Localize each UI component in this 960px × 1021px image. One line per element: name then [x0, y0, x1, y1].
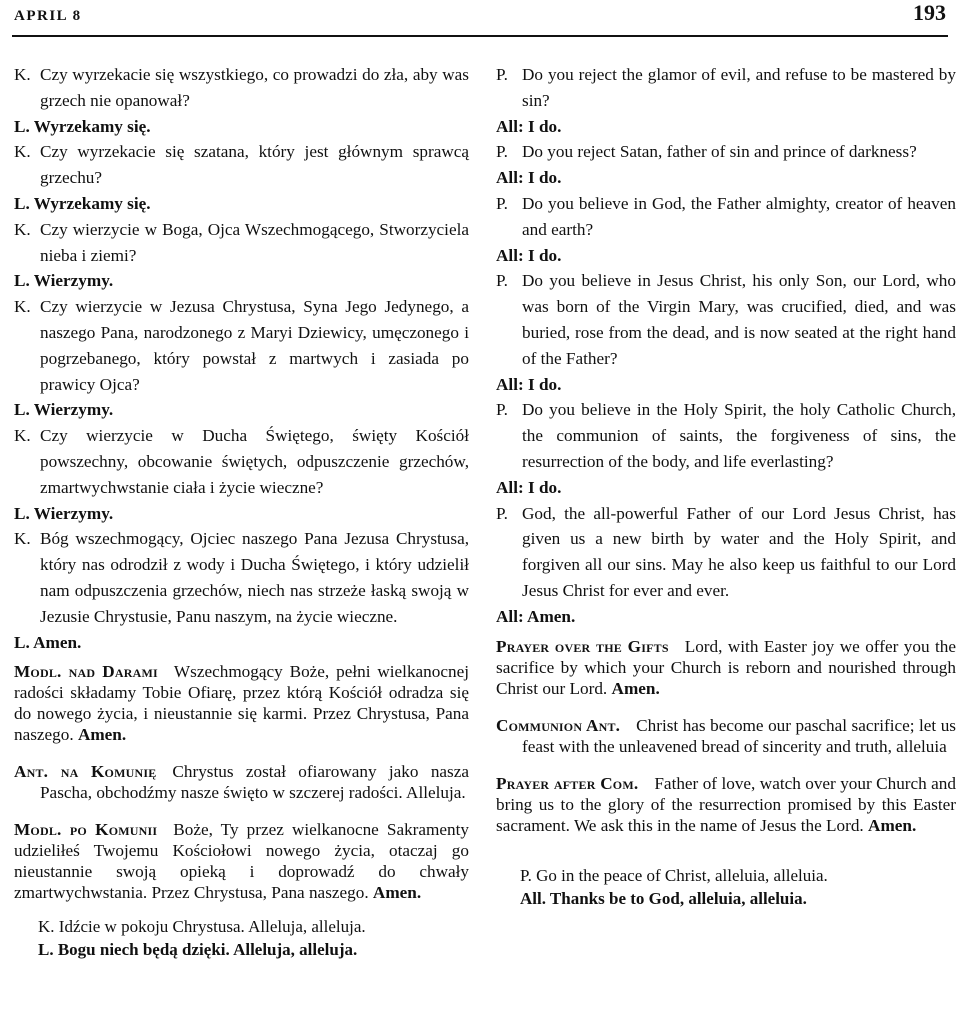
- english-prayer-after-communion-heading: Prayer after Com.: [496, 773, 639, 793]
- dialogue-line: [496, 139, 956, 165]
- response-line: [14, 268, 469, 294]
- running-head: APRIL 8: [14, 8, 82, 24]
- dialogue-text: Wierzymy.: [33, 503, 114, 523]
- speaker-label: K.: [14, 142, 31, 162]
- english-dialogue: [496, 62, 956, 630]
- response-line: [14, 191, 469, 217]
- response-line: [496, 372, 956, 398]
- response-line: [14, 397, 469, 423]
- dialogue-line: [496, 397, 956, 474]
- speaker-label: All:: [496, 374, 524, 394]
- dialogue-line: [496, 268, 956, 371]
- page-header: [0, 0, 960, 40]
- polish-column: [14, 62, 469, 961]
- response-line: [496, 243, 956, 269]
- polish-dismissal: [38, 915, 469, 961]
- polish-prayer-after-communion-text: Boże, Ty przez wielkanocne Sakramenty udzieliłeś Twojemu Kościołowi nowego życia, otaczaj go nieustannie swoją opieką i doprowadź do chwały zmartwychwstania. Przez Chrystusa, Pana naszego.: [14, 820, 469, 903]
- header-rule: [12, 35, 948, 37]
- dialogue-text: Do you reject Satan, father of sin and prince of darkness?: [522, 142, 917, 162]
- english-dismissal-line1: P. Go in the peace of Christ, alleluia, alleluia.: [520, 865, 828, 885]
- polish-dismissal-line1: K. Idźcie w pokoju Chrystusa. Alleluja, alleluja.: [38, 917, 366, 937]
- english-dismissal-line2: All. Thanks be to God, alleluia, alleluia.: [520, 888, 807, 908]
- english-communion-antiphon-text: Christ has become our paschal sacrifice; let us feast with the unleavened bread of sincerity and truth, alleluia: [522, 715, 956, 756]
- response-line: [14, 114, 469, 140]
- english-prayer-after-communion-text: Father of love, watch over your Church and bring us to the glory of the resurrection promised by this Easter sacrament. We ask this in the name of Jesus the Lord.: [496, 773, 956, 835]
- speaker-label: P.: [496, 271, 508, 291]
- speaker-label: L.: [14, 503, 30, 523]
- speaker-label: L.: [14, 400, 30, 420]
- speaker-label: K.: [14, 426, 31, 446]
- english-communion-antiphon: [496, 715, 956, 757]
- english-prayer-over-gifts-text: Lord, with Easter joy we offer you the sacrifice by which your Church is reborn and nourished through Christ our Lord.: [496, 636, 956, 698]
- speaker-label: All:: [496, 477, 524, 497]
- dialogue-text: Wyrzekamy się.: [33, 116, 151, 136]
- speaker-label: L.: [14, 116, 30, 136]
- dialogue-line: [14, 526, 469, 629]
- polish-dismissal-line2: L. Bogu niech będą dzięki. Alleluja, alleluja.: [38, 940, 358, 960]
- dialogue-line: [14, 423, 469, 500]
- speaker-label: L.: [14, 193, 30, 213]
- dialogue-text: God, the all-powerful Father of our Lord Jesus Christ, has given us a new birth by water and the Holy Spirit, and forgiven all our sins. May he also keep us faithful to our Lord Jesus Christ for ever and ever.: [522, 503, 956, 600]
- english-prayer-over-gifts-heading: Prayer over the Gifts: [496, 636, 669, 656]
- speaker-label: All:: [496, 606, 524, 626]
- dialogue-text: Wierzymy.: [33, 271, 114, 291]
- dialogue-text: Czy wierzycie w Ducha Świętego, święty Kościół powszechny, obcowanie świętych, odpuszczenie grzechów, zmartwychwstanie ciała i życie wieczne?: [40, 426, 469, 497]
- speaker-label: L.: [14, 271, 30, 291]
- english-prayer-over-gifts-amen: Amen.: [611, 678, 660, 698]
- dialogue-text: I do.: [527, 168, 562, 188]
- response-line: [496, 114, 956, 140]
- english-prayer-after-communion-amen: Amen.: [868, 815, 917, 835]
- english-column: [496, 62, 956, 910]
- page-number: 193: [913, 0, 946, 25]
- dialogue-line: [14, 294, 469, 397]
- dialogue-line: [496, 191, 956, 243]
- dialogue-text: I do.: [527, 477, 562, 497]
- speaker-label: K.: [14, 65, 31, 84]
- polish-prayer-after-communion-heading: Modl. po Komunii: [14, 820, 158, 840]
- dialogue-text: Do you believe in the Holy Spirit, the holy Catholic Church, the communion of saints, the forgiveness of sins, the resurrection of the body, and life everlasting?: [522, 400, 956, 471]
- polish-prayer-after-communion: [14, 819, 469, 903]
- speaker-label: L.: [14, 632, 30, 652]
- polish-prayer-over-gifts-heading: Modl. nad Darami: [14, 662, 158, 682]
- speaker-label: All:: [496, 245, 524, 265]
- dialogue-text: I do.: [527, 245, 562, 265]
- english-dismissal: [520, 864, 956, 910]
- dialogue-line: [14, 62, 469, 114]
- speaker-label: P.: [496, 400, 508, 420]
- dialogue-text: Czy wierzycie w Jezusa Chrystusa, Syna Jego Jedynego, a naszego Pana, narodzonego z Maryi Dziewicy, umęczonego i pogrzebanego, który powstał z martwych i zasiada po prawicy Ojca?: [40, 297, 469, 394]
- polish-prayer-over-gifts-text: Wszechmogący Boże, pełni wielkanocnej radości składamy Tobie Ofiarę, przez którą Kościół odradza się do nowego życia, i nieustannie się karmi. Przez Chrystusa, Pana naszego.: [14, 662, 469, 745]
- speaker-label: K.: [14, 529, 31, 549]
- dialogue-line: [14, 139, 469, 191]
- dialogue-text: Czy wierzycie w Boga, Ojca Wszechmogącego, Stworzyciela nieba i ziemi?: [40, 219, 469, 265]
- polish-communion-antiphon-text: Chrystus został ofiarowany jako nasza Pascha, obchodźmy nasze święto w szczerej radości. Alleluja.: [40, 762, 469, 803]
- polish-communion-antiphon-heading: Ant. na Komunię: [14, 762, 157, 782]
- response-line: [14, 630, 469, 656]
- dialogue-text: Do you believe in Jesus Christ, his only Son, our Lord, who was born of the Virgin Mary, was crucified, died, and was buried, rose from the dead, and is now seated at the right hand of the Father?: [522, 271, 956, 368]
- dialogue-text: Czy wyrzekacie się wszystkiego, co prowadzi do zła, aby was grzech nie opanował?: [40, 65, 469, 110]
- dialogue-text: Amen.: [33, 632, 82, 652]
- dialogue-text: Amen.: [527, 606, 576, 626]
- dialogue-line: [496, 62, 956, 114]
- dialogue-text: Wierzymy.: [33, 400, 114, 420]
- polish-communion-antiphon: [14, 761, 469, 803]
- speaker-label: P.: [496, 65, 508, 84]
- polish-dialogue: [14, 62, 469, 655]
- dialogue-text: Bóg wszechmogący, Ojciec naszego Pana Jezusa Chrystusa, który nas odrodził z wody i Ducha Świętego, i który udzielił nam odpuszczenia grzechów, niech nas strzeże łaską swoją w Jezusie Chrystusie, Panu naszym, na życie wieczne.: [40, 529, 469, 626]
- dialogue-text: Wyrzekamy się.: [33, 193, 151, 213]
- speaker-label: All:: [496, 168, 524, 188]
- dialogue-text: Czy wyrzekacie się szatana, który jest głównym sprawcą grzechu?: [40, 142, 469, 188]
- response-line: [496, 475, 956, 501]
- response-line: [14, 501, 469, 527]
- polish-prayer-over-gifts-amen: Amen.: [77, 725, 127, 745]
- speaker-label: P.: [496, 142, 508, 162]
- dialogue-text: Do you believe in God, the Father almighty, creator of heaven and earth?: [522, 193, 956, 239]
- english-prayer-over-gifts: [496, 636, 956, 699]
- dialogue-text: I do.: [527, 116, 562, 136]
- dialogue-text: I do.: [527, 374, 562, 394]
- speaker-label: P.: [496, 193, 508, 213]
- speaker-label: P.: [496, 503, 508, 523]
- polish-prayer-after-communion-amen: Amen.: [372, 883, 422, 903]
- response-line: [496, 165, 956, 191]
- english-prayer-after-communion: [496, 773, 956, 836]
- response-line: [496, 604, 956, 630]
- dialogue-text: Do you reject the glamor of evil, and refuse to be mastered by sin?: [522, 65, 956, 110]
- speaker-label: All:: [496, 116, 524, 136]
- dialogue-line: [14, 217, 469, 269]
- speaker-label: K.: [14, 219, 31, 239]
- polish-prayer-over-gifts: [14, 661, 469, 745]
- speaker-label: K.: [14, 297, 31, 317]
- english-communion-antiphon-heading: Communion Ant.: [496, 715, 621, 735]
- dialogue-line: [496, 501, 956, 604]
